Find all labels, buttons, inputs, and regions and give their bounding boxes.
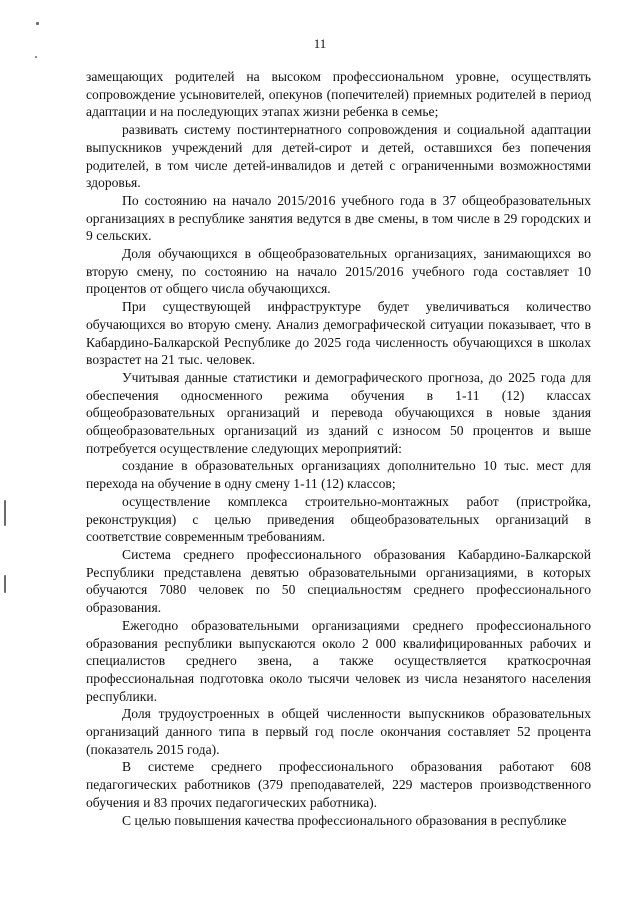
scan-mark-left-dot (35, 56, 37, 58)
scan-mark-left-bar-2 (4, 575, 6, 593)
paragraph-11: Доля трудоустроенных в общей численности выпускников образовательных организаций данного типа в первый год после окончания составляет 52 процента (показатель 2015 года). (86, 706, 591, 757)
paragraph-6: Учитывая данные статистики и демографического прогноза, до 2025 года для обеспечения односменного режима обучения в 1-11 (12) классах общеобразовательных организаций и перевода обучающихся в новые здания общеобразовательных организаций из зданий с износом 50 процентов и выше потребуется осуществление следующих мероприятий: (86, 369, 591, 456)
scan-mark-top-left (36, 22, 39, 25)
paragraph-9: Система среднего профессионального образования Кабардино-Балкарской Республики представлена девятью образовательными организациями, в которых обучаются 7080 человек по 50 специальностям среднего профессионального образования. (86, 546, 591, 616)
document-body (86, 68, 591, 829)
scan-mark-left-bar-1 (4, 500, 6, 526)
paragraph-13: С целью повышения качества профессионального образования в республике (122, 812, 567, 828)
paragraph-8: осуществление комплекса строительно-монтажных работ (пристройка, реконструкция) с целью приведения общеобразовательных организаций в соответствие современным требованиям. (86, 493, 591, 545)
paragraph-5: При существующей инфраструктуре будет увеличиваться количество обучающихся во вторую смену. Анализ демографической ситуации показывает, что в Кабардино-Балкарской Республике до 2025 года численность обучающихся в школах возрастет на 21 тыс. человек. (86, 299, 591, 368)
paragraph-12: В системе среднего профессионального образования работают 608 педагогических работников (379 преподавателей, 229 мастеров производственного обучения и 83 прочих педагогических работника). (86, 759, 591, 810)
paragraph-2: развивать систему постинтернатного сопровождения и социальной адаптации выпускников учреждений для детей-сирот и детей, оставшихся без попечения родителей, в том числе детей-инвалидов и детей с ограниченными возможностями здоровья. (86, 122, 591, 191)
paragraph-3: По состоянию на начало 2015/2016 учебного года в 37 общеобразовательных организациях в республике занятия ведутся в две смены, в том числе в 29 городских и 9 сельских. (86, 192, 591, 244)
page-number: 11 (313, 36, 327, 51)
paragraph-4: Доля обучающихся в общеобразовательных организациях, занимающихся во вторую смену, по состоянию на начало 2015/2016 учебного года составляет 10 процентов от общего числа обучающихся. (86, 246, 591, 297)
paragraph-1: замещающих родителей на высоком профессиональном уровне, осуществлять сопровождение усыновителей, опекунов (попечителей) приемных родителей в период адаптации и на последующих этапах жизни ребенка в семье; (86, 69, 591, 120)
paragraph-10: Ежегодно образовательными организациями среднего профессионального образования республики выпускаются около 2 000 квалифицированных рабочих и специалистов среднего звена, а также осуществляется краткосрочная профессиональная подготовка около тысячи человек из числа незанятого населения республики. (86, 617, 591, 704)
paragraph-7: создание в образовательных организациях дополнительно 10 тыс. мест для перехода на обучение в одну смену 1-11 (12) классов; (86, 458, 591, 492)
